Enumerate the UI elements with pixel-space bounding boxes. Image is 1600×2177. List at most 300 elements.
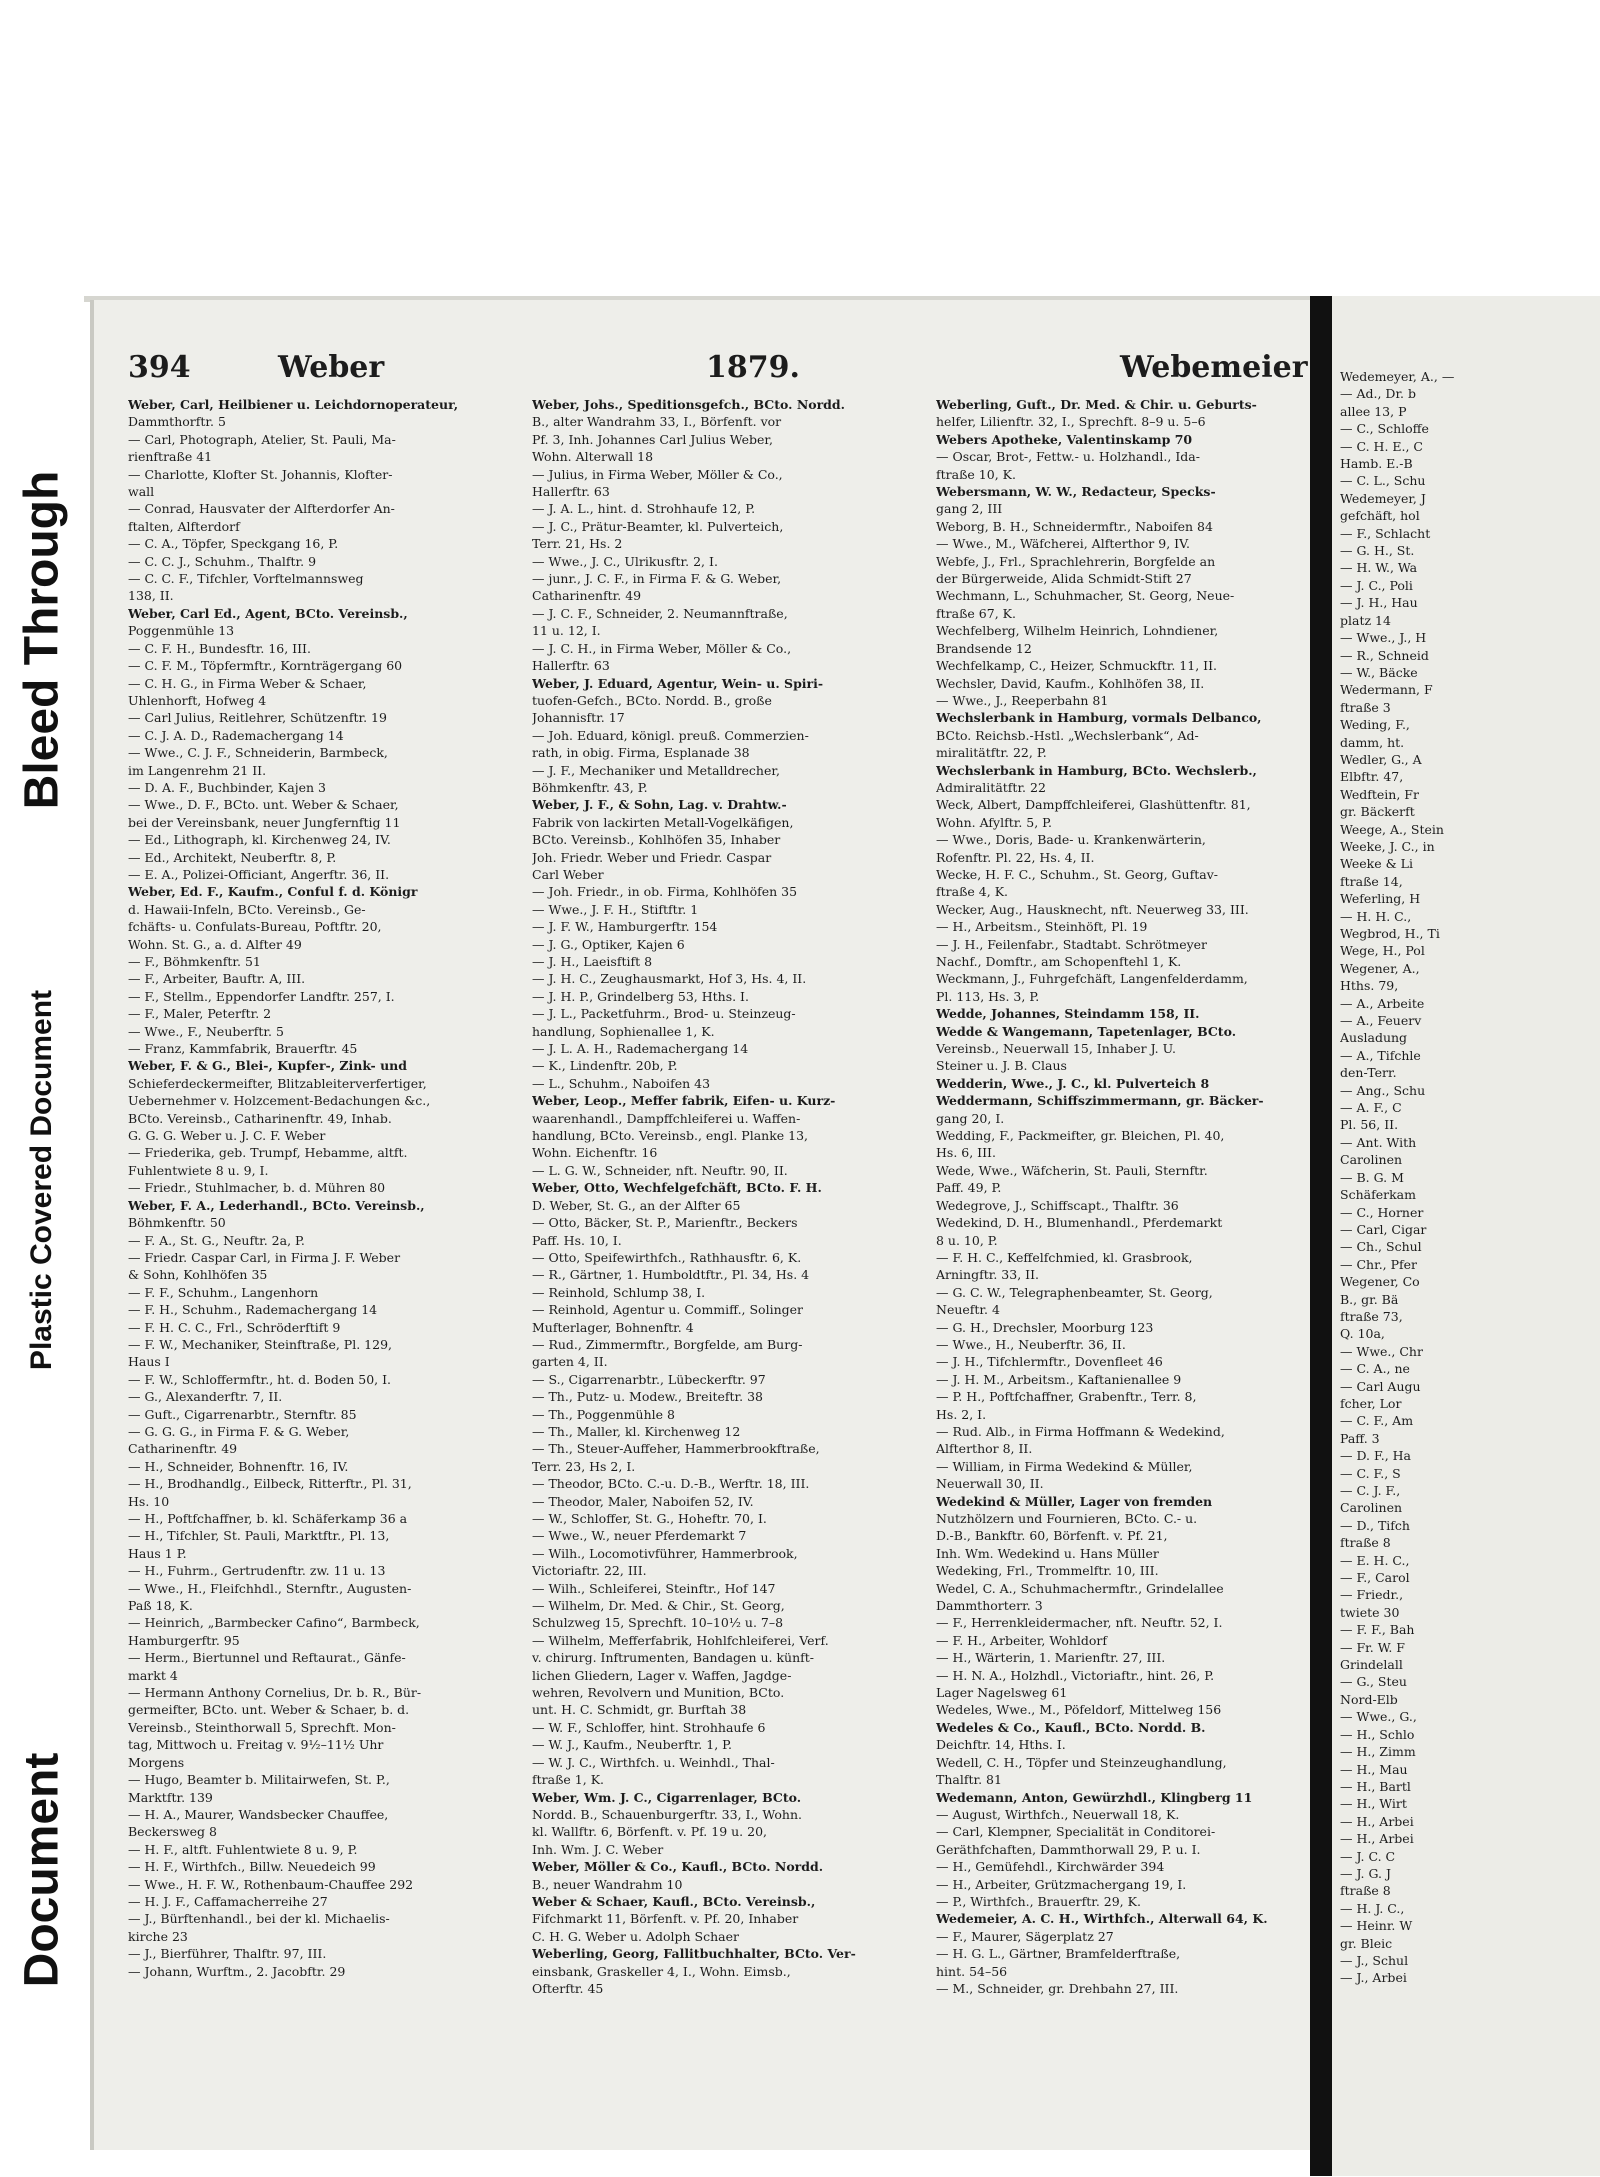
directory-entry: — H., Brodhandlg., Eilbeck, Ritterftr., Pl. 31,	[128, 1476, 412, 1492]
directory-entry: — F., Maurer, Sägerplatz 27	[936, 1928, 1114, 1944]
directory-entry: Fabrik von lackirten Metall-Vogelkäfigen,	[532, 814, 794, 830]
directory-entry: — H. A., Maurer, Wandsbecker Chauffee,	[128, 1806, 389, 1822]
directory-entry: Pf. 3, Inh. Johannes Carl Julius Weber,	[532, 431, 774, 447]
page-header	[128, 350, 1358, 386]
directory-entry: ftraße 67, K.	[936, 605, 1016, 621]
directory-entry: — H., Gemüfehdl., Kirchwärder 394	[936, 1859, 1165, 1875]
directory-entry: BCto. Reichsb.-Hstl. „Wechslerbank“, Ad-	[936, 727, 1199, 743]
directory-entry: — J. C. H., in Firma Weber, Möller & Co.,	[532, 640, 792, 656]
directory-entry: waarenhandl., Dampffchleiferei u. Waffen-	[532, 1110, 801, 1126]
directory-entry: Wede, Wwe., Wäfcherin, St. Pauli, Sternftr.	[936, 1162, 1208, 1178]
directory-entry: — B. G. M	[1340, 1169, 1404, 1185]
directory-entry: — C. L., Schu	[1340, 473, 1426, 489]
directory-entry: Weck, Albert, Dampffchleiferei, Glashüttenftr. 81,	[936, 797, 1251, 813]
directory-entry: — G. G. G., in Firma F. & G. Weber,	[128, 1423, 350, 1439]
directory-entry: — Rud., Zimmermftr., Borgfelde, am Burg-	[532, 1336, 803, 1352]
directory-entry: — Wwe., J. F. H., Stiftftr. 1	[532, 901, 699, 917]
directory-entry: — Wilhelm, Dr. Med. & Chir., St. Georg,	[532, 1598, 785, 1614]
directory-entry: — J. H., Feilenfabr., Stadtabt. Schrötmeyer	[936, 936, 1208, 952]
directory-entry: — Guft., Cigarrenarbtr., Sternftr. 85	[128, 1406, 357, 1422]
directory-entry: Wedemeyer, J	[1340, 490, 1426, 506]
directory-entry: — A. F., C	[1340, 1100, 1402, 1116]
directory-entry: Webers Apotheke, Valentinskamp 70	[936, 431, 1193, 447]
directory-entry: — J. H., Tifchlermftr., Dovenfleet 46	[936, 1354, 1163, 1370]
directory-entry: — August, Wirthfch., Neuerwall 18, K.	[936, 1806, 1180, 1822]
directory-entry: — Joh. Eduard, königl. preuß. Commerzien-	[532, 727, 809, 743]
directory-entry: d. Hawaii-Infeln, BCto. Vereinsb., Ge-	[128, 901, 366, 917]
directory-entry: Wedemeier, A. C. H., Wirthfch., Alterwall 64, K.	[936, 1911, 1268, 1927]
directory-entry: Vereinsb., Steinthorwall 5, Sprechft. Mon-	[128, 1719, 396, 1735]
directory-entry: — Chr., Pfer	[1340, 1256, 1418, 1272]
directory-entry: Terr. 23, Hs 2, I.	[532, 1458, 636, 1474]
directory-entry: Catharinenftr. 49	[532, 588, 642, 604]
directory-entry: ftraße 8	[1340, 1535, 1391, 1551]
directory-entry: fcher, Lor	[1340, 1395, 1402, 1411]
directory-entry: — Herm., Biertunnel und Reftaurat., Gänfe-	[128, 1650, 406, 1666]
directory-entry: Weber, Leop., Meffer fabrik, Eifen- u. Kurz-	[532, 1093, 836, 1109]
directory-entry: Geräthfchaften, Dammthorwall 29, P. u. I.	[936, 1841, 1201, 1857]
directory-entry: BCto. Vereinsb., Kohlhöfen 35, Inhaber	[532, 832, 781, 848]
directory-entry: Hs. 6, III.	[936, 1145, 996, 1161]
directory-entry: 11 u. 12, I.	[532, 623, 601, 639]
directory-entry: — W. J. C., Wirthfch. u. Weinhdl., Thal-	[532, 1754, 775, 1770]
directory-entry: — H., Wärterin, 1. Marienftr. 27, III.	[936, 1650, 1166, 1666]
directory-entry: Weber & Schaer, Kaufl., BCto. Vereinsb.,	[532, 1893, 816, 1909]
directory-entry: garten 4, II.	[532, 1354, 608, 1370]
directory-entry: — Th., Steuer-Auffeher, Hammerbrookftraße,	[532, 1441, 820, 1457]
directory-entry: — Wwe., H. F. W., Rothenbaum-Chauffee 292	[128, 1876, 414, 1892]
directory-entry: ftraße 3	[1340, 699, 1391, 715]
directory-entry: — J., Bürftenhandl., bei der kl. Michaelis-	[128, 1911, 390, 1927]
directory-entry: — G. C. W., Telegraphenbeamter, St. Georg,	[936, 1284, 1213, 1300]
directory-entry: ftraße 14,	[1340, 873, 1403, 889]
directory-entry: — F. W., Schloffermftr., ht. d. Boden 50, I.	[128, 1371, 392, 1387]
directory-entry: — H., Schneider, Bohnenftr. 16, IV.	[128, 1458, 349, 1474]
directory-entry: der Bürgerweide, Alida Schmidt-Stift 27	[936, 571, 1192, 587]
directory-entry: Wedemann, Anton, Gewürzhdl., Klingberg 11	[936, 1789, 1253, 1805]
directory-entry: — J. L., Packetfuhrm., Brod- u. Steinzeug-	[532, 1006, 796, 1022]
directory-entry: — Th., Maller, kl. Kirchenweg 12	[532, 1423, 741, 1439]
directory-entry: D.-B., Bankftr. 60, Börfenft. v. Pf. 21,	[936, 1528, 1168, 1544]
directory-entry: — Hugo, Beamter b. Militairwefen, St. P.,	[128, 1772, 390, 1788]
directory-entry: — L., Schuhm., Naboifen 43	[532, 1075, 711, 1091]
directory-entry: Weborg, B. H., Schneidermftr., Naboifen 84	[936, 518, 1213, 534]
directory-entry: Weberling, Georg, Fallitbuchhalter, BCto. Ver-	[532, 1946, 856, 1962]
directory-entry: — W. F., Schloffer, hint. Strohhaufe 6	[532, 1719, 766, 1735]
directory-entry: Nutzhölzern und Fournieren, BCto. C.- u.	[936, 1511, 1198, 1526]
label-document: Document	[15, 1752, 69, 1988]
directory-entry: — Rud. Alb., in Firma Hoffmann & Wedekind,	[936, 1423, 1225, 1439]
directory-entry: Wedekind, D. H., Blumenhandl., Pferdemarkt	[936, 1215, 1223, 1231]
directory-entry: — F. F., Schuhm., Langenhorn	[128, 1284, 319, 1300]
directory-entry: — Wwe., J. C., Ulrikusftr. 2, I.	[532, 553, 718, 569]
directory-entry: germeifter, BCto. unt. Weber & Schaer, b. d.	[128, 1702, 410, 1718]
directory-entry: — F., Stellm., Eppendorfer Landftr. 257, I.	[128, 988, 395, 1004]
directory-entry: Hallerftr. 63	[532, 484, 610, 500]
directory-entry: ftraße 8	[1340, 1883, 1391, 1899]
directory-entry: — C. J. F.,	[1340, 1483, 1401, 1498]
directory-entry: tag, Mittwoch u. Freitag v. 9½–11½ Uhr	[128, 1737, 384, 1753]
directory-entry: Wedde & Wangemann, Tapetenlager, BCto.	[936, 1023, 1237, 1039]
directory-entry: — Wwe., D. F., BCto. unt. Weber & Schaer,	[128, 797, 399, 813]
page-gutter	[1310, 296, 1332, 2176]
directory-entry: — C. F. H., Bundesftr. 16, III.	[128, 640, 311, 656]
directory-entry: 8 u. 10, P.	[936, 1232, 998, 1248]
directory-entry: gefchäft, hol	[1340, 508, 1420, 524]
directory-entry: Wedegrove, J., Schiffscapt., Thalftr. 36	[936, 1197, 1179, 1213]
directory-entry: — J., Schul	[1340, 1952, 1409, 1968]
directory-entry: — J., Bierführer, Thalftr. 97, III.	[128, 1946, 327, 1962]
directory-entry: Weberling, Guft., Dr. Med. & Chir. u. Geburts-	[936, 397, 1257, 412]
directory-entry: Wohn. Alterwall 18	[532, 449, 654, 465]
directory-entry: — Wwe., F., Neuberftr. 5	[128, 1023, 284, 1039]
directory-entry: Neuerwall 30, II.	[936, 1476, 1044, 1492]
directory-entry: — Carl Augu	[1340, 1378, 1421, 1394]
directory-entry: Wedde, Johannes, Steindamm 158, II.	[936, 1006, 1200, 1022]
directory-entry: Brandsende 12	[936, 640, 1032, 656]
directory-entry: — Wwe., W., neuer Pferdemarkt 7	[532, 1528, 747, 1544]
directory-entry: gr. Bleic	[1340, 1935, 1393, 1951]
column-1	[128, 396, 524, 2096]
directory-entry: Wechslerbank in Hamburg, BCto. Wechslerb.,	[936, 762, 1257, 778]
directory-entry: Wechsler, David, Kaufm., Kohlhöfen 38, II.	[936, 675, 1205, 691]
directory-entry: twiete 30	[1340, 1604, 1400, 1620]
directory-entry: — F., Böhmkenftr. 51	[128, 954, 261, 969]
directory-entry: — Julius, in Firma Weber, Möller & Co.,	[532, 466, 783, 482]
directory-entry: Wechfelkamp, C., Heizer, Schmuckftr. 11, II.	[936, 658, 1217, 674]
directory-entry: — F. H. C. C., Frl., Schröderftift 9	[128, 1319, 341, 1335]
directory-entry: Wegbrod, H., Ti	[1340, 926, 1440, 941]
directory-entry: — Friedr., Stuhlmacher, b. d. Mühren 80	[128, 1180, 386, 1196]
directory-entry: — G. H., St.	[1340, 543, 1415, 559]
directory-entry: Uhlenhorft, Hofweg 4	[128, 692, 267, 708]
directory-entry: allee 13, P	[1340, 403, 1407, 419]
directory-entry: — H., Fuhrm., Gertrudenftr. zw. 11 u. 13	[128, 1563, 386, 1579]
directory-entry: — M., Schneider, gr. Drehbahn 27, III.	[936, 1980, 1179, 1996]
directory-entry: Wecker, Aug., Hausknecht, nft. Neuerweg 33, III.	[936, 901, 1249, 917]
directory-entry: rath, in obig. Firma, Esplanade 38	[532, 745, 750, 761]
directory-entry: — J. G. J	[1340, 1865, 1391, 1881]
directory-entry: Schulzweg 15, Sprechft. 10–10½ u. 7–8	[532, 1615, 784, 1631]
directory-entry: Wedermann, F	[1340, 682, 1433, 698]
directory-entry: 138, II.	[128, 588, 174, 604]
directory-entry: Johannisftr. 17	[532, 710, 625, 726]
directory-entry: Weber, Otto, Wechfelgefchäft, BCto. F. H.	[532, 1180, 822, 1196]
directory-entry: Wedeles, Wwe., M., Pöfeldorf, Mittelweg 156	[936, 1702, 1222, 1718]
directory-entry: Hallerftr. 63	[532, 658, 610, 674]
directory-entry: Morgens	[128, 1754, 185, 1770]
directory-entry: — P. H., Poftfchaffner, Grabenftr., Terr. 8,	[936, 1389, 1197, 1405]
directory-entry: — H. F., altft. Fuhlentwiete 8 u. 9, P.	[128, 1841, 358, 1857]
directory-entry: Weber, F. A., Lederhandl., BCto. Vereinsb.,	[128, 1197, 425, 1213]
directory-entry: — F., Arbeiter, Bauftr. A, III.	[128, 971, 306, 987]
directory-entry: Wedler, G., A	[1340, 751, 1422, 767]
directory-entry: Wechmann, L., Schuhmacher, St. Georg, Neue-	[936, 588, 1235, 604]
directory-entry: Alfterthor 8, II.	[936, 1441, 1033, 1457]
directory-entry: — H., Mau	[1340, 1761, 1408, 1777]
page-number: 394	[128, 350, 191, 385]
directory-entry: — W., Bäcke	[1340, 664, 1418, 680]
directory-entry: Wege, H., Pol	[1340, 943, 1425, 959]
header-year: 1879.	[706, 350, 800, 385]
directory-entry: Poggenmühle 13	[128, 623, 235, 639]
directory-entry: Pl. 56, II.	[1340, 1117, 1399, 1133]
directory-entry: im Langenrehm 21 II.	[128, 762, 267, 778]
directory-entry: v. chirurg. Inftrumenten, Bandagen u. künft-	[532, 1650, 815, 1666]
directory-entry: — Wwe., C. J. F., Schneiderin, Barmbeck,	[128, 745, 388, 761]
directory-entry: — J. H., Laeisftift 8	[532, 954, 653, 969]
directory-entry: Paff. 3	[1340, 1430, 1380, 1446]
directory-entry: — J. G., Optiker, Kajen 6	[532, 936, 685, 952]
directory-entry: platz 14	[1340, 612, 1391, 628]
directory-entry: Beckersweg 8	[128, 1824, 217, 1840]
directory-entry: hint. 54–56	[936, 1963, 1008, 1979]
directory-entry: — Johann, Wurftm., 2. Jacobftr. 29	[128, 1963, 346, 1979]
directory-entry: — J. C., Prätur-Beamter, kl. Pulverteich,	[532, 518, 784, 534]
directory-entry: — F. H. C., Keffelfchmied, kl. Grasbrook,	[936, 1249, 1193, 1265]
directory-entry: — C. F., S	[1340, 1465, 1401, 1481]
directory-entry: — Reinhold, Agentur u. Commiff., Solinger	[532, 1302, 804, 1318]
directory-entry: — junr., J. C. F., in Firma F. & G. Weber,	[532, 571, 782, 587]
directory-entry: — Friedr.,	[1340, 1587, 1404, 1603]
directory-entry: Paß 18, K.	[128, 1598, 193, 1614]
directory-entry: — Theodor, BCto. C.-u. D.-B., Werftr. 18, III.	[532, 1476, 810, 1492]
directory-entry: — Joh. Friedr., in ob. Firma, Kohlhöfen 35	[532, 884, 798, 900]
directory-entry: Steiner u. J. B. Claus	[936, 1058, 1067, 1074]
directory-entry: — D., Tifch	[1340, 1517, 1410, 1533]
directory-entry: — Franz, Kammfabrik, Brauerftr. 45	[128, 1041, 358, 1057]
directory-entry: — R., Gärtner, 1. Humboldtftr., Pl. 34, Hs. 4	[532, 1267, 810, 1283]
directory-entry: wall	[128, 484, 155, 500]
directory-entry: — F. W., Mechaniker, Steinftraße, Pl. 129,	[128, 1336, 392, 1352]
directory-entry: Carl Weber	[532, 866, 604, 882]
directory-entry: — J. C., Poli	[1340, 577, 1413, 593]
directory-entry: Paff. 49, P.	[936, 1180, 1002, 1196]
directory-entry: — J. C. C	[1340, 1848, 1396, 1864]
directory-entry: Wedemeyer, A., —	[1340, 369, 1455, 384]
directory-entry: Hamb. E.-B	[1340, 456, 1413, 472]
directory-entry: Wedeles & Co., Kaufl., BCto. Nordd. B.	[936, 1719, 1206, 1735]
directory-entry: Wegener, A.,	[1340, 960, 1420, 976]
directory-entry: — C. F. M., Töpfermftr., Kornträgergang 60	[128, 658, 403, 674]
directory-entry: — Fr. W. F	[1340, 1639, 1405, 1655]
directory-entry: — Carl, Klempner, Specialität in Conditorei-	[936, 1824, 1216, 1840]
directory-entry: — Carl Julius, Reitlehrer, Schützenftr. 19	[128, 710, 387, 726]
directory-entry: — H. F., Wirthfch., Billw. Neuedeich 99	[128, 1859, 376, 1875]
directory-entry: — C., Horner	[1340, 1204, 1424, 1220]
directory-entry: — W., Schloffer, St. G., Hoheftr. 70, I.	[532, 1511, 767, 1526]
label-bleed-through: Bleed Through	[15, 470, 69, 810]
directory-entry: Wohn. Afylftr. 5, P.	[936, 814, 1053, 830]
directory-entry: Hs. 10	[128, 1493, 170, 1509]
directory-entry: — Theodor, Maler, Naboifen 52, IV.	[532, 1493, 754, 1509]
directory-entry: — C., Schloffe	[1340, 421, 1429, 437]
directory-entry: — A., Feuerv	[1340, 1013, 1422, 1029]
directory-entry: — Wwe., G.,	[1340, 1709, 1417, 1725]
directory-entry: Wecke, H. F. C., Schuhm., St. Georg, Guftav-	[936, 866, 1218, 882]
directory-entry: — William, in Firma Wedekind & Müller,	[936, 1458, 1193, 1474]
directory-entry: — Ed., Architekt, Neuberftr. 8, P.	[128, 849, 337, 865]
directory-entry: Weber, Wm. J. C., Cigarrenlager, BCto.	[532, 1789, 802, 1805]
directory-entry: ftraße 1, K.	[532, 1772, 605, 1788]
directory-entry: — H., Arbei	[1340, 1813, 1414, 1829]
directory-entry: Carolinen	[1340, 1152, 1403, 1168]
directory-entry: Uebernehmer v. Holzcement-Bedachungen &c.,	[128, 1093, 431, 1109]
directory-entry: G. G. G. Weber u. J. C. F. Weber	[128, 1128, 326, 1144]
header-left-word: Weber	[278, 350, 385, 385]
directory-entry: lichen Gliedern, Lager v. Waffen, Jagdge-	[532, 1667, 792, 1683]
directory-entry: Weferling, H	[1340, 891, 1421, 907]
directory-entry: Wedekind & Müller, Lager von fremden	[936, 1493, 1213, 1509]
directory-entry: Weddermann, Schiffszimmermann, gr. Bäcker-	[936, 1093, 1264, 1109]
directory-entry: — Heinr. W	[1340, 1918, 1413, 1934]
directory-entry: — Ad., Dr. b	[1340, 386, 1416, 402]
directory-entry: kl. Wallftr. 6, Börfenft. v. Pf. 19 u. 20,	[532, 1824, 768, 1840]
directory-entry: — E. A., Polizei-Officiant, Angerftr. 36, II.	[128, 866, 390, 882]
directory-entry: Victoriaftr. 22, III.	[532, 1563, 647, 1579]
directory-entry: — S., Cigarrenarbtr., Lübeckerftr. 97	[532, 1371, 766, 1387]
directory-entry: rienftraße 41	[128, 449, 213, 465]
directory-entry: — H., Arbei	[1340, 1831, 1414, 1847]
directory-entry: — Ant. With	[1340, 1134, 1417, 1150]
directory-entry: — Wwe., J., H	[1340, 630, 1427, 646]
directory-entry: BCto. Vereinsb., Catharinenftr. 49, Inhab.	[128, 1110, 392, 1126]
directory-entry: — Otto, Bäcker, St. P., Marienftr., Beckers	[532, 1215, 798, 1231]
directory-entry: Weege, A., Stein	[1340, 821, 1444, 837]
directory-entry: B., alter Wandrahm 33, I., Börfenft. vor	[532, 414, 782, 430]
directory-entry: — Ed., Lithograph, kl. Kirchenweg 24, IV.	[128, 832, 391, 848]
directory-entry: fchäfts- u. Confulats-Bureau, Poftftr. 20,	[128, 919, 382, 935]
directory-entry: — C. A., Töpfer, Speckgang 16, P.	[128, 536, 339, 552]
directory-entry: Wedderin, Wwe., J. C., kl. Pulverteich 8	[936, 1075, 1210, 1091]
directory-entry: gang 2, III	[936, 501, 1003, 517]
directory-entry: — H., Wirt	[1340, 1796, 1407, 1812]
directory-entry: ftraße 4, K.	[936, 884, 1009, 900]
directory-entry: — Ch., Schul	[1340, 1239, 1422, 1255]
directory-entry: — Heinrich, „Barmbecker Cafino“, Barmbeck,	[128, 1615, 420, 1631]
directory-entry: Rofenftr. Pl. 22, Hs. 4, II.	[936, 849, 1095, 865]
directory-entry: — Wwe., J., Reeperbahn 81	[936, 692, 1109, 708]
directory-entry: — H. G. L., Gärtner, Bramfelderftraße,	[936, 1946, 1181, 1962]
directory-entry: — Friederika, geb. Trumpf, Hebamme, altft.	[128, 1145, 408, 1161]
directory-entry: — R., Schneid	[1340, 647, 1429, 663]
directory-entry: Weber, Möller & Co., Kaufl., BCto. Nordd.	[532, 1859, 824, 1875]
directory-entry: Inh. Wm. J. C. Weber	[532, 1841, 664, 1857]
directory-entry: gang 20, I.	[936, 1110, 1005, 1126]
directory-entry: — Reinhold, Schlump 38, I.	[532, 1284, 706, 1300]
directory-entry: — F. F., Bah	[1340, 1622, 1415, 1638]
directory-entry: — Wwe., Chr	[1340, 1343, 1423, 1359]
directory-entry: miralitätftr. 22, P.	[936, 745, 1047, 761]
directory-entry: kirche 23	[128, 1928, 188, 1944]
directory-entry: — J. H. P., Grindelberg 53, Hths. I.	[532, 988, 749, 1004]
directory-entry: — H. J. C.,	[1340, 1900, 1405, 1916]
directory-entry: C. H. G. Weber u. Adolph Schaer	[532, 1928, 739, 1944]
directory-entry: — C. H. E., C	[1340, 438, 1423, 454]
directory-entry: Weeke, J. C., in	[1340, 838, 1435, 854]
directory-entry: — G., Alexanderftr. 7, II.	[128, 1389, 283, 1405]
directory-entry: — F. H., Arbeiter, Wohldorf	[936, 1632, 1108, 1648]
directory-entry: — H., Zimm	[1340, 1744, 1416, 1760]
directory-entry: — C. H. G., in Firma Weber & Schaer,	[128, 675, 367, 691]
directory-entry: — J. C. F., Schneider, 2. Neumannftraße,	[532, 605, 788, 621]
directory-entry: Webersmann, W. W., Redacteur, Specks-	[936, 484, 1216, 500]
directory-entry: bei der Vereinsbank, neuer Jungfernftig 11	[128, 814, 401, 830]
directory-entry: — Friedr. Caspar Carl, in Firma J. F. Weber	[128, 1249, 401, 1265]
directory-entry: ftraße 10, K.	[936, 466, 1016, 482]
directory-entry: Joh. Friedr. Weber und Friedr. Caspar	[532, 849, 772, 865]
directory-entry: Deichftr. 14, Hths. I.	[936, 1737, 1066, 1753]
directory-entry: Webfe, J., Frl., Sprachlehrerin, Borgfelde an	[936, 553, 1216, 569]
directory-entry: Fuhlentwiete 8 u. 9, I.	[128, 1162, 269, 1178]
directory-entry: — H., Arbeiter, Grützmachergang 19, I.	[936, 1876, 1187, 1892]
directory-entry: Hamburgerftr. 95	[128, 1632, 240, 1648]
directory-entry: — H. N. A., Holzhdl., Victoriaftr., hint. 26, P.	[936, 1667, 1215, 1683]
directory-entry: Arningftr. 33, II.	[936, 1267, 1040, 1283]
next-page	[1332, 296, 1600, 2176]
directory-entry: — Th., Poggenmühle 8	[532, 1406, 675, 1422]
directory-entry: — H., Arbeitsm., Steinhöft, Pl. 19	[936, 919, 1148, 935]
directory-entry: Wedell, C. H., Töpfer und Steinzeughandlung,	[936, 1754, 1227, 1770]
directory-entry: ftraße 73,	[1340, 1308, 1403, 1324]
directory-entry: — A., Arbeite	[1340, 995, 1425, 1011]
directory-entry: — F. H., Schuhm., Rademachergang 14	[128, 1302, 378, 1318]
directory-entry: Nord-Elb	[1340, 1691, 1398, 1707]
directory-entry: Fifchmarkt 11, Börfenft. v. Pf. 20, Inhaber	[532, 1911, 799, 1927]
directory-entry: — E. H. C.,	[1340, 1552, 1410, 1568]
directory-entry: markt 4	[128, 1667, 178, 1683]
directory-entry: — Wilh., Locomotivführer, Hammerbrook,	[532, 1545, 798, 1561]
directory-entry: B., gr. Bä	[1340, 1291, 1399, 1307]
directory-entry: — H. J. F., Caffamacherreihe 27	[128, 1893, 328, 1909]
directory-entry: einsbank, Graskeller 4, I., Wohn. Eimsb.,	[532, 1963, 791, 1979]
directory-entry: — G. H., Drechsler, Moorburg 123	[936, 1319, 1154, 1335]
directory-entry: Catharinenftr. 49	[128, 1441, 238, 1457]
directory-entry: Wechslerbank in Hamburg, vormals Delbanco,	[936, 710, 1262, 726]
directory-entry: Pl. 113, Hs. 3, P.	[936, 988, 1040, 1004]
directory-entry: Inh. Wm. Wedekind u. Hans Müller	[936, 1545, 1159, 1561]
directory-entry: Wedftein, Fr	[1340, 786, 1419, 802]
directory-entry: Grindelall	[1340, 1657, 1403, 1673]
directory-entry: Marktftr. 139	[128, 1789, 213, 1805]
directory-entry: Haus 1 P.	[128, 1545, 187, 1561]
directory-entry: Thalftr. 81	[936, 1772, 1002, 1788]
directory-entry: — Wwe., H., Neuberftr. 36, II.	[936, 1336, 1126, 1352]
directory-entry: — Charlotte, Klofter St. Johannis, Klofter-	[128, 466, 393, 482]
directory-entry: — Wwe., H., Fleifchhdl., Sternftr., Augusten-	[128, 1580, 412, 1596]
directory-entry: B., neuer Wandrahm 10	[532, 1876, 683, 1892]
directory-entry: — J. H. M., Arbeitsm., Kaftanienallee 9	[936, 1371, 1182, 1387]
directory-entry: Weber, Carl, Heilbiener u. Leichdornoperateur,	[128, 397, 459, 412]
directory-entry: Wedeking, Frl., Trommelftr. 10, III.	[936, 1563, 1159, 1579]
directory-entry: Wohn. St. G., a. d. Alfter 49	[128, 936, 302, 952]
directory-entry: Weeke & Li	[1340, 856, 1413, 872]
directory-entry: — F., Carol	[1340, 1570, 1410, 1586]
directory-entry: — A., Tifchle	[1340, 1047, 1421, 1063]
directory-entry: — J. H. C., Zeughausmarkt, Hof 3, Hs. 4, II.	[532, 971, 807, 987]
directory-entry: — Th., Putz- u. Modew., Breiteftr. 38	[532, 1389, 763, 1405]
header-right-word: Webemeier	[1120, 350, 1308, 385]
directory-entry: Wechfelberg, Wilhelm Heinrich, Lohndiener,	[936, 623, 1219, 639]
directory-entry: — C. F., Am	[1340, 1413, 1414, 1429]
directory-entry: — Wwe., M., Wäfcherei, Alfterthor 9, IV.	[936, 536, 1190, 552]
directory-entry: — P., Wirthfch., Brauerftr. 29, K.	[936, 1893, 1141, 1909]
directory-entry: damm, ht.	[1340, 734, 1405, 750]
directory-entry: — C. J. A. D., Rademachergang 14	[128, 727, 344, 743]
directory-entry: — C. C. J., Schuhm., Thalftr. 9	[128, 553, 317, 569]
directory-entry: tuofen-Gefch., BCto. Nordd. B., große	[532, 692, 772, 708]
directory-entry: — Oscar, Brot-, Fettw.- u. Holzhandl., Ida-	[936, 449, 1200, 465]
